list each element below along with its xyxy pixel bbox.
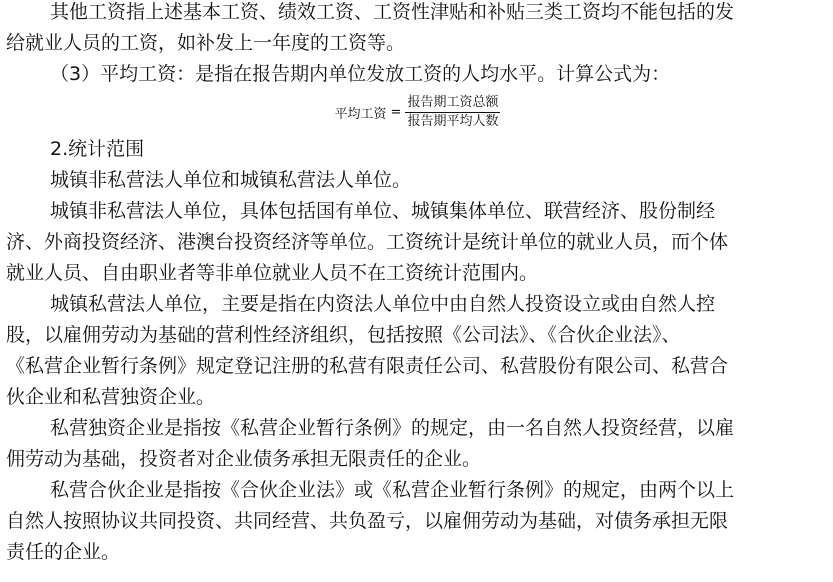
paragraph-sole-proprietorship-line-1: 私营独资企业是指按《私营企业暂行条例》的规定，由一名自然人投资经营，以雇 (50, 417, 735, 439)
paragraph-non-private-line-1: 城镇非私营法人单位，具体包括国有单位、城镇集体单位、联营经济、股份制经 (50, 200, 716, 222)
paragraph-private-line-2: 股，以雇佣劳动为基础的营利性经济组织，包括按照《公司法》、《合伙企业法》、 (6, 324, 681, 346)
paragraph-non-private-line-3: 就业人员、自由职业者等非单位就业人员不在工资统计范围内。 (6, 262, 539, 284)
paragraph-partnership-line-2: 自然人按照协议共同投资、共同经营、共负盈亏，以雇佣劳动为基础，对债务承担无限 (6, 510, 729, 532)
paragraph-private-line-1: 城镇私营法人单位，主要是指在内资法人单位中由自然人投资设立或由自然人控 (50, 293, 716, 315)
paragraph-other-wages-line-1: 其他工资指上述基本工资、绩效工资、工资性津贴和补贴三类工资均不能包括的发 (50, 1, 735, 23)
formula-equals: = (390, 104, 402, 120)
paragraph-average-wage: （3）平均工资：是指在报告期内单位发放工资的人均水平。计算公式为： (50, 63, 671, 85)
paragraph-private-line-3: 《私营企业暂行条例》规定登记注册的私营有限责任公司、私营股份有限公司、私营合 (6, 355, 729, 377)
paragraph-partnership-line-3: 责任的企业。 (6, 541, 121, 563)
formula-numerator: 报告期工资总额 (405, 95, 500, 113)
average-wage-formula (6, 90, 829, 134)
paragraph-sole-proprietorship-line-2: 佣劳动为基础，投资者对企业债务承担无限责任的企业。 (6, 448, 482, 470)
paragraph-non-private-line-2: 济、外商投资经济、港澳台投资经济等单位。工资统计是统计单位的就业人员，而个体 (6, 231, 729, 253)
paragraph-scope-line-1: 城镇非私营法人单位和城镇私营法人单位。 (50, 169, 412, 191)
paragraph-partnership-line-1: 私营合伙企业是指按《合伙企业法》或《私营企业暂行条例》的规定，由两个以上 (50, 479, 735, 501)
paragraph-other-wages-line-2: 给就业人员的工资，如补发上一年度的工资等。 (6, 32, 406, 54)
paragraph-private-line-4: 伙企业和私营独资企业。 (6, 386, 216, 408)
section-heading: 2.统计范围 (50, 138, 145, 160)
formula-lhs: 平均工资 (334, 106, 387, 122)
formula-fraction (405, 95, 500, 130)
formula-denominator: 报告期平均人数 (407, 113, 499, 129)
